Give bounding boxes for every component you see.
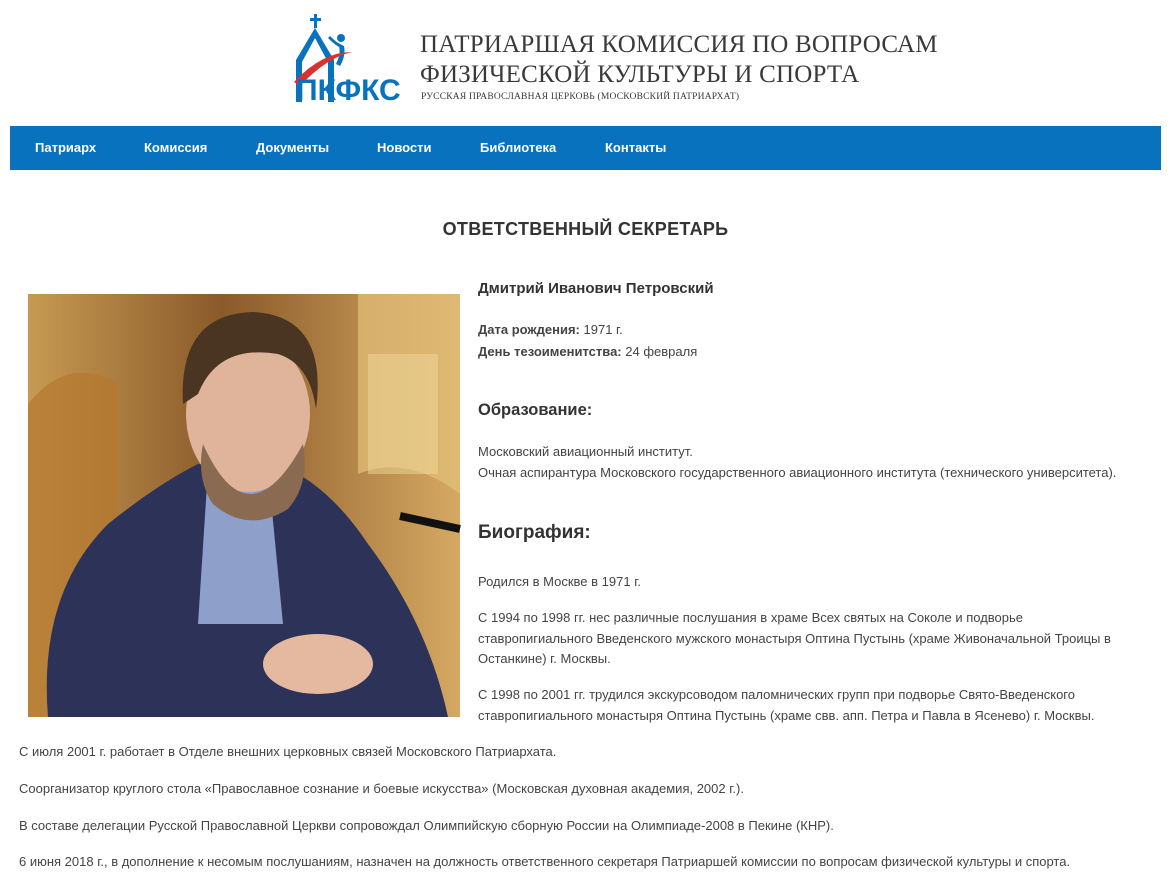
- nameday-value: 24 февраля: [625, 344, 698, 359]
- site-title: [420, 30, 938, 102]
- site-title-line-1: ПАТРИАРШАЯ КОМИССИЯ ПО ВОПРОСАМ: [420, 31, 938, 58]
- biography-heading: Биография:: [478, 522, 591, 543]
- nav-item-contacts[interactable]: Контакты: [605, 140, 667, 155]
- nav-item-library[interactable]: Библиотека: [480, 140, 557, 155]
- education-heading: Образование:: [478, 401, 593, 419]
- biography-paragraph: [478, 685, 1158, 726]
- biography-paragraph: [478, 608, 1158, 670]
- biography-paragraph: Родился в Москве в 1971 г.: [478, 574, 641, 589]
- site-subtitle: РУССКАЯ ПРАВОСЛАВНАЯ ЦЕРКОВЬ (МОСКОВСКИЙ ПАТРИАРХАТ): [421, 92, 740, 102]
- nav-item-commission[interactable]: Комиссия: [144, 140, 208, 155]
- commission-logo[interactable]: [292, 12, 401, 108]
- biography-paragraph: В составе делегации Русской Православной Церкви сопровождал Олимпийскую сборную России на Олимпиаде-2008 в Пекине (КНР).: [19, 818, 834, 833]
- biography-line: ставропигиального монастыря Оптина Пустынь (храме свв. апп. Петра и Павла в Ясенево) г. Москвы.: [478, 707, 1095, 723]
- nav-item-patriarch[interactable]: Патриарх: [35, 140, 97, 155]
- education-line: Очная аспирантура Московского государственного авиационного института (технического университета).: [478, 464, 1117, 480]
- biography-paragraph: Соорганизатор круглого стола «Православное сознание и боевые искусства» (Московская духовная академия, 2002 г.).: [19, 781, 744, 796]
- site-title-line-2: ФИЗИЧЕСКОЙ КУЛЬТУРЫ И СПОРТА: [420, 61, 860, 88]
- person-name: Дмитрий Иванович Петровский: [478, 280, 714, 297]
- nav-item-documents[interactable]: Документы: [256, 140, 330, 155]
- biography-line: ставропигиального Введенского мужского монастыря Оптина Пустынь (храме Живоначальной Троицы в: [478, 630, 1111, 646]
- nameday-label: День тезоименитства:: [478, 344, 622, 359]
- site-header: [0, 0, 1161, 126]
- birth-date-label: Дата рождения:: [478, 322, 580, 337]
- main-navigation: [10, 126, 1161, 170]
- person-photo: [28, 294, 460, 717]
- biography-line: Останкине) г. Москвы.: [478, 651, 611, 666]
- page-title: ОТВЕТСТВЕННЫЙ СЕКРЕТАРЬ: [442, 219, 729, 239]
- biography-line: С 1998 по 2001 гг. трудился экскурсоводом паломнических групп при подворье Свято-Введенского: [478, 687, 1075, 702]
- birth-date-row: [478, 322, 1158, 337]
- education-line: Московский авиационный институт.: [478, 444, 693, 459]
- biography-paragraph: С июля 2001 г. работает в Отделе внешних церковных связей Московского Патриархата.: [19, 744, 557, 759]
- logo-text: ПКФКС: [296, 74, 401, 107]
- biography-line: С 1994 по 1998 гг. нес различные послушания в храме Всех святых на Соколе и подворье: [478, 610, 1024, 625]
- biography-paragraph: 6 июня 2018 г., в дополнение к несомым послушаниям, назначен на должность ответственного секретаря Патриаршей комиссии по вопросам физической культуры и спорта.: [19, 854, 1071, 869]
- education-text: [478, 442, 1158, 483]
- nameday-row: [478, 344, 1158, 359]
- birth-date-value: 1971 г.: [583, 322, 623, 337]
- nav-item-news[interactable]: Новости: [377, 140, 432, 155]
